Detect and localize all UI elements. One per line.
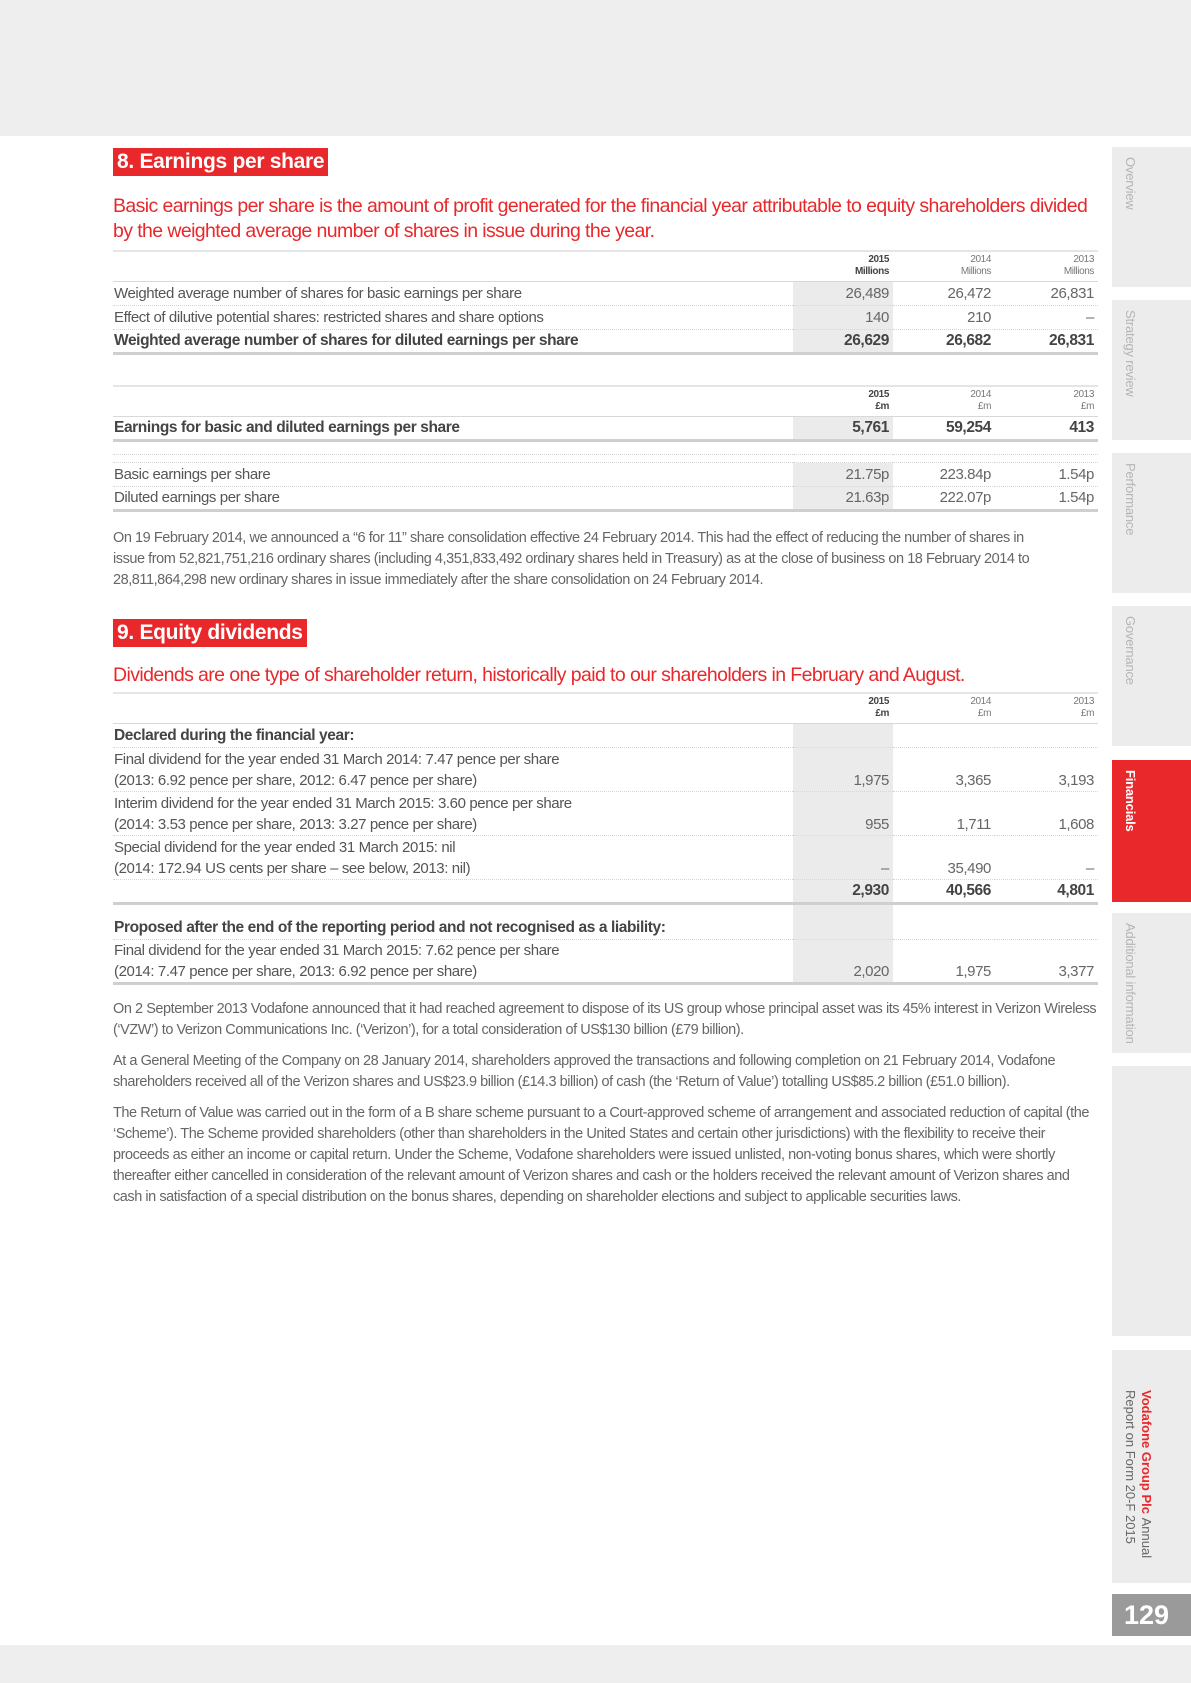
table-spacer [113,441,1098,455]
table-spacer [113,455,1098,463]
earnings-table [113,385,1098,512]
return-of-value-paragraph: The Return of Value was carried out in the form of a B share scheme pursuant to a Court-approved scheme of arrangement and associated reduction of capital (the ‘Scheme’). The Scheme provided shareholders (other than shareholders in the United States and certain other jurisdictions) with the flexibility to receive their proceeds as either an income or capital return. Under the Scheme, Vodafone shareholders were issued unlisted, non-voting bonus shares, which were shortly thereafter either cancelled in consideration of the relevant amount of Verizon shares and cash or the holders received the relevant amount of Verizon shares and cash in satisfaction of a special distribution on the bonus shares, depending on shareholder elections and subject to applicable securities laws. [113,1105,1089,1205]
dividends-table [113,692,1098,985]
company-name: Vodafone Group Plc [1139,1390,1154,1514]
declared-heading-row: Declared during the financial year: [113,724,1098,748]
table-row: Basic earnings per share 21.75p 223.84p 1.54p [113,463,1098,487]
table-row: Special dividend for the year ended 31 March 2015: nil (2014: 172.94 US cents per share – see below, 2013: nil) – 35,490 – [113,836,1098,880]
table-row: Diluted earnings per share 21.63p 222.07p 1.54p [113,487,1098,511]
table-row: Final dividend for the year ended 31 March 2014: 7.47 pence per share (2013: 6.92 pence per share, 2012: 6.47 pence per share) 1,975 3,365 3,193 [113,748,1098,792]
verizon-disposal-paragraph: On 2 September 2013 Vodafone announced that it had reached agreement to dispose of its US group whose principal asset was its 45% interest in Verizon Wireless (‘VZW’) to Verizon Communications Inc. (‘Verizon’), for a total consideration of US$130 billion (£79 billion). [113,1001,1097,1038]
section-title-eps: 8. Earnings per share [113,148,328,176]
col-header-2014: 2014 £m [893,693,995,724]
page-content [113,148,1098,1208]
table-total-row: 2,930 40,566 4,801 [113,880,1098,904]
table-header-row [113,386,1098,417]
proposed-heading-row: Proposed after the end of the reporting period and not recognised as a liability: [113,916,1098,940]
page-bottom-margin [0,1645,1191,1683]
section-lead-eps: Basic earnings per share is the amount of profit generated for the financial year attributable to equity shareholders divided by the weighted average number of shares in issue during the year. [113,195,1088,242]
table-total-row: Weighted average number of shares for diluted earnings per share 26,629 26,682 26,831 [113,330,1098,354]
col-header-2015: 2015 £m [793,693,893,724]
col-header-2015: 2015 £m [793,386,893,417]
table-row: Interim dividend for the year ended 31 March 2015: 3.60 pence per share (2014: 3.53 pence per share, 2013: 3.27 pence per share) 955 1,711 1,608 [113,792,1098,836]
table-spacer [113,904,1098,916]
table-row: Weighted average number of shares for basic earnings per share 26,489 26,472 26,831 [113,282,1098,306]
side-tab-performance[interactable]: Performance [1112,453,1191,593]
col-header-2014: 2014 Millions [893,251,995,282]
col-header-2013: 2013 Millions [995,251,1098,282]
section-lead-dividends: Dividends are one type of shareholder return, historically paid to our shareholders in February and August. [113,664,965,686]
side-tab-strategy-review[interactable]: Strategy review [1112,300,1191,440]
section-title-dividends: 9. Equity dividends [113,619,307,647]
side-tab-blank [1112,1066,1191,1336]
col-header-2015: 2015 Millions [793,251,893,282]
table-total-row: Earnings for basic and diluted earnings per share 5,761 59,254 413 [113,417,1098,441]
report-title: Annual Report on Form 20-F 2015 [1123,1390,1154,1559]
general-meeting-paragraph: At a General Meeting of the Company on 28 January 2014, shareholders approved the transactions and following completion on 21 February 2014, Vodafone shareholders received all of the Verizon shares and US$23.9 billion (£14.3 billion) of cash (the ‘Return of Value’) totalling US$85.2 billion (£51.0 billion). [113,1053,1056,1090]
page-number: 129 [1112,1594,1191,1636]
share-consolidation-note: On 19 February 2014, we announced a “6 for 11” share consolidation effective 24 February 2014. This had the effect of reducing the number of shares in issue from 52,821,751,216 ordinary shares (including 4,351,833,492 ordinary shares held in Treasury) as at the close of business on 18 February 2014 to 28,811,864,298 new ordinary shares in issue immediately after the share consolidation on 24 February 2014. [113,530,1030,588]
side-tab-overview[interactable]: Overview [1112,147,1191,287]
table-header-row [113,693,1098,724]
shares-table [113,250,1098,355]
page-top-margin [0,0,1191,136]
footer-brand [1112,1350,1191,1583]
table-header-row [113,251,1098,282]
col-header-2013: 2013 £m [995,386,1098,417]
col-header-2014: 2014 £m [893,386,995,417]
table-row: Effect of dilutive potential shares: restricted shares and share options 140 210 – [113,306,1098,330]
table-row: Final dividend for the year ended 31 March 2015: 7.62 pence per share (2014: 7.47 pence per share, 2013: 6.92 pence per share) 2,020 1,975 3,377 [113,940,1098,984]
side-tab-additional-information[interactable]: Additional information [1112,913,1191,1053]
side-tab-governance[interactable]: Governance [1112,606,1191,746]
col-header-2013: 2013 £m [995,693,1098,724]
side-tab-financials[interactable]: Financials [1112,760,1191,902]
